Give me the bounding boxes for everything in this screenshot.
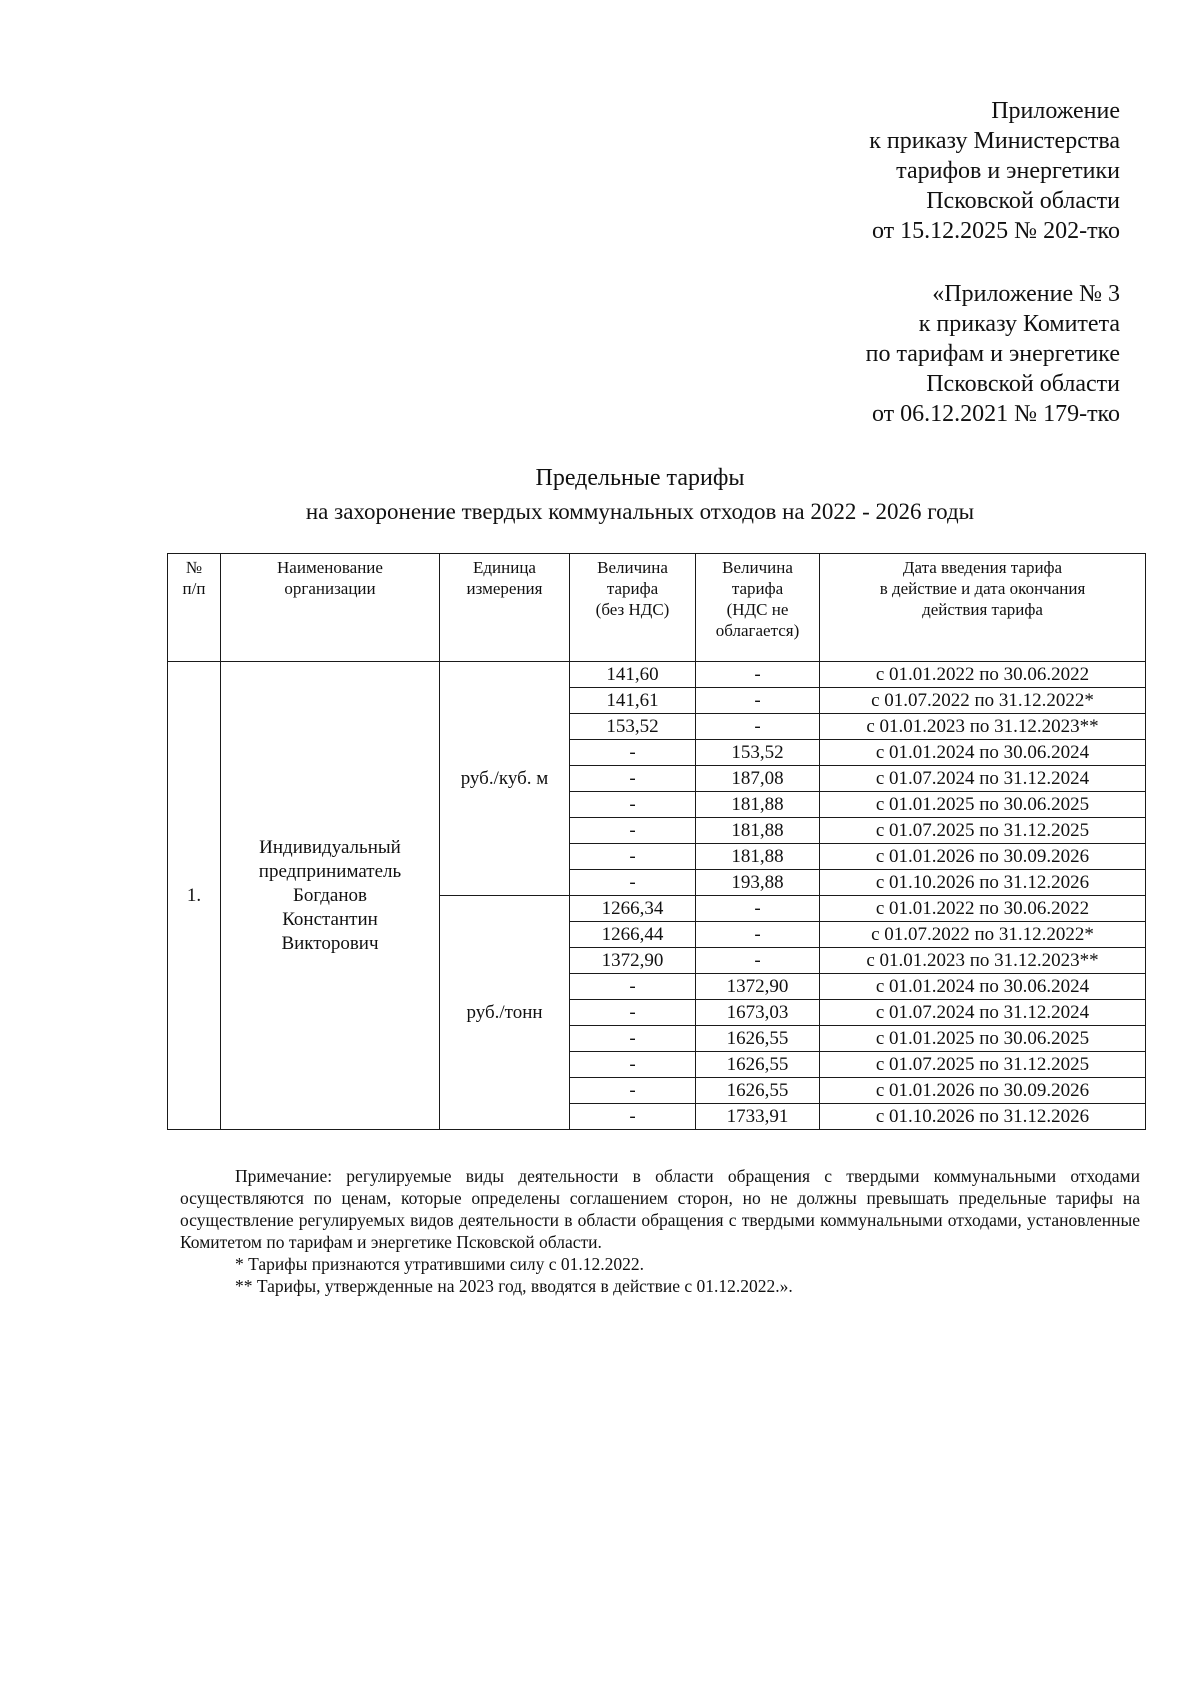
header-line: тарифов и энергетики xyxy=(896,158,1120,184)
tariff-vat-exempt: - xyxy=(696,948,820,974)
validity-period: с 01.07.2022 по 31.12.2022* xyxy=(820,688,1146,714)
tariff-without-vat: - xyxy=(570,870,696,896)
tariff-without-vat: - xyxy=(570,1000,696,1026)
tariff-without-vat: 1266,44 xyxy=(570,922,696,948)
tariff-without-vat: - xyxy=(570,974,696,1000)
tariff-vat-exempt: - xyxy=(696,922,820,948)
tariff-without-vat: - xyxy=(570,1052,696,1078)
tariff-vat-exempt: 1626,55 xyxy=(696,1026,820,1052)
organization-line: Богданов xyxy=(293,884,367,906)
footnote-1: * Тарифы признаются утратившими силу с 01.12.2022. xyxy=(235,1254,645,1274)
header-line: Приложение xyxy=(991,98,1120,124)
tariff-vat-exempt: 193,88 xyxy=(696,870,820,896)
header-line: Псковской области xyxy=(926,188,1120,214)
tariff-without-vat: - xyxy=(570,740,696,766)
tariff-vat-exempt: - xyxy=(696,714,820,740)
table-header-row xyxy=(168,554,1146,662)
header-line: к приказу Комитета xyxy=(918,311,1120,337)
validity-period: с 01.01.2022 по 30.06.2022 xyxy=(820,662,1146,688)
validity-period: с 01.01.2025 по 30.06.2025 xyxy=(820,792,1146,818)
validity-period: с 01.01.2023 по 31.12.2023** xyxy=(820,948,1146,974)
unit-cell: руб./тонн xyxy=(440,896,570,1130)
tariff-vat-exempt: 1733,91 xyxy=(696,1104,820,1130)
tariff-vat-exempt: 181,88 xyxy=(696,818,820,844)
validity-period: с 01.01.2024 по 30.06.2024 xyxy=(820,974,1146,1000)
tariff-vat-exempt: 1626,55 xyxy=(696,1052,820,1078)
organization-line: предприниматель xyxy=(258,860,402,882)
tariff-table xyxy=(167,553,1146,1130)
validity-period: с 01.07.2022 по 31.12.2022* xyxy=(820,922,1146,948)
appendix-header xyxy=(866,279,1120,429)
validity-period: с 01.07.2025 по 31.12.2025 xyxy=(820,1052,1146,1078)
organization-line: Константин xyxy=(282,908,378,930)
footnote-2: ** Тарифы, утвержденные на 2023 год, вводятся в действие с 01.12.2022.». xyxy=(235,1276,793,1296)
validity-period: с 01.01.2026 по 30.09.2026 xyxy=(820,1078,1146,1104)
tariff-without-vat: - xyxy=(570,766,696,792)
validity-period: с 01.01.2022 по 30.06.2022 xyxy=(820,896,1146,922)
tariff-vat-exempt: - xyxy=(696,896,820,922)
column-header-tariff-vat-exempt: Величина тарифа (НДС не облагается) xyxy=(696,554,820,662)
validity-period: с 01.01.2023 по 31.12.2023** xyxy=(820,714,1146,740)
validity-period: с 01.01.2025 по 30.06.2025 xyxy=(820,1026,1146,1052)
tariff-without-vat: - xyxy=(570,1078,696,1104)
column-header-tariff-without-vat: Величина тарифа (без НДС) xyxy=(570,554,696,662)
header-line: по тарифам и энергетике xyxy=(865,341,1120,367)
tariff-without-vat: - xyxy=(570,818,696,844)
column-header-organization: Наименование организации xyxy=(221,554,440,662)
tariff-without-vat: 1266,34 xyxy=(570,896,696,922)
column-header-number: № п/п xyxy=(168,554,221,662)
tariff-vat-exempt: 153,52 xyxy=(696,740,820,766)
unit-cell: руб./куб. м xyxy=(440,662,570,896)
organization-name xyxy=(221,662,440,1130)
header-line: Псковской области xyxy=(926,371,1120,397)
document-title xyxy=(170,462,1110,528)
tariff-without-vat: 141,61 xyxy=(570,688,696,714)
header-line: от 15.12.2025 № 202-тко xyxy=(872,218,1120,244)
approval-header xyxy=(869,96,1120,246)
tariff-vat-exempt: 187,08 xyxy=(696,766,820,792)
tariff-vat-exempt: - xyxy=(696,688,820,714)
column-header-period: Дата введения тарифа в действие и дата окончания действия тарифа xyxy=(820,554,1146,662)
validity-period: с 01.10.2026 по 31.12.2026 xyxy=(820,1104,1146,1130)
validity-period: с 01.10.2026 по 31.12.2026 xyxy=(820,870,1146,896)
column-header-unit: Единица измерения xyxy=(440,554,570,662)
tariff-vat-exempt: 1673,03 xyxy=(696,1000,820,1026)
tariff-without-vat: 1372,90 xyxy=(570,948,696,974)
validity-period: с 01.01.2026 по 30.09.2026 xyxy=(820,844,1146,870)
tariff-vat-exempt: - xyxy=(696,662,820,688)
header-line: «Приложение № 3 xyxy=(932,281,1120,307)
row-number: 1. xyxy=(168,662,221,1130)
header-line: к приказу Министерства xyxy=(869,128,1120,154)
organization-line: Викторович xyxy=(281,932,379,954)
validity-period: с 01.01.2024 по 30.06.2024 xyxy=(820,740,1146,766)
validity-period: с 01.07.2024 по 31.12.2024 xyxy=(820,766,1146,792)
tariff-vat-exempt: 1372,90 xyxy=(696,974,820,1000)
tariff-without-vat: - xyxy=(570,844,696,870)
tariff-vat-exempt: 181,88 xyxy=(696,844,820,870)
tariff-without-vat: - xyxy=(570,1104,696,1130)
table-row xyxy=(168,662,1146,688)
tariff-without-vat: 153,52 xyxy=(570,714,696,740)
tariff-vat-exempt: 1626,55 xyxy=(696,1078,820,1104)
notes-section xyxy=(180,1165,1140,1297)
header-line: от 06.12.2021 № 179-тко xyxy=(872,401,1120,427)
validity-period: с 01.07.2025 по 31.12.2025 xyxy=(820,818,1146,844)
tariff-without-vat: - xyxy=(570,1026,696,1052)
tariff-vat-exempt: 181,88 xyxy=(696,792,820,818)
validity-period: с 01.07.2024 по 31.12.2024 xyxy=(820,1000,1146,1026)
organization-line: Индивидуальный xyxy=(259,836,401,858)
title-line-1: Предельные тарифы xyxy=(535,465,745,491)
note-main: Примечание: регулируемые виды деятельности в области обращения с твердыми коммунальными отходами осуществляются по ценам, которые определены соглашением сторон, но не должны превышать предельные тарифы на осуществление регулируемых видов деятельности в области обращения с твердыми коммунальными отходами, установленные Комитетом по тарифам и энергетике Псковской области. xyxy=(180,1166,1140,1252)
tariff-without-vat: 141,60 xyxy=(570,662,696,688)
title-line-2: на захоронение твердых коммунальных отходов на 2022 - 2026 годы xyxy=(305,499,975,524)
tariff-without-vat: - xyxy=(570,792,696,818)
